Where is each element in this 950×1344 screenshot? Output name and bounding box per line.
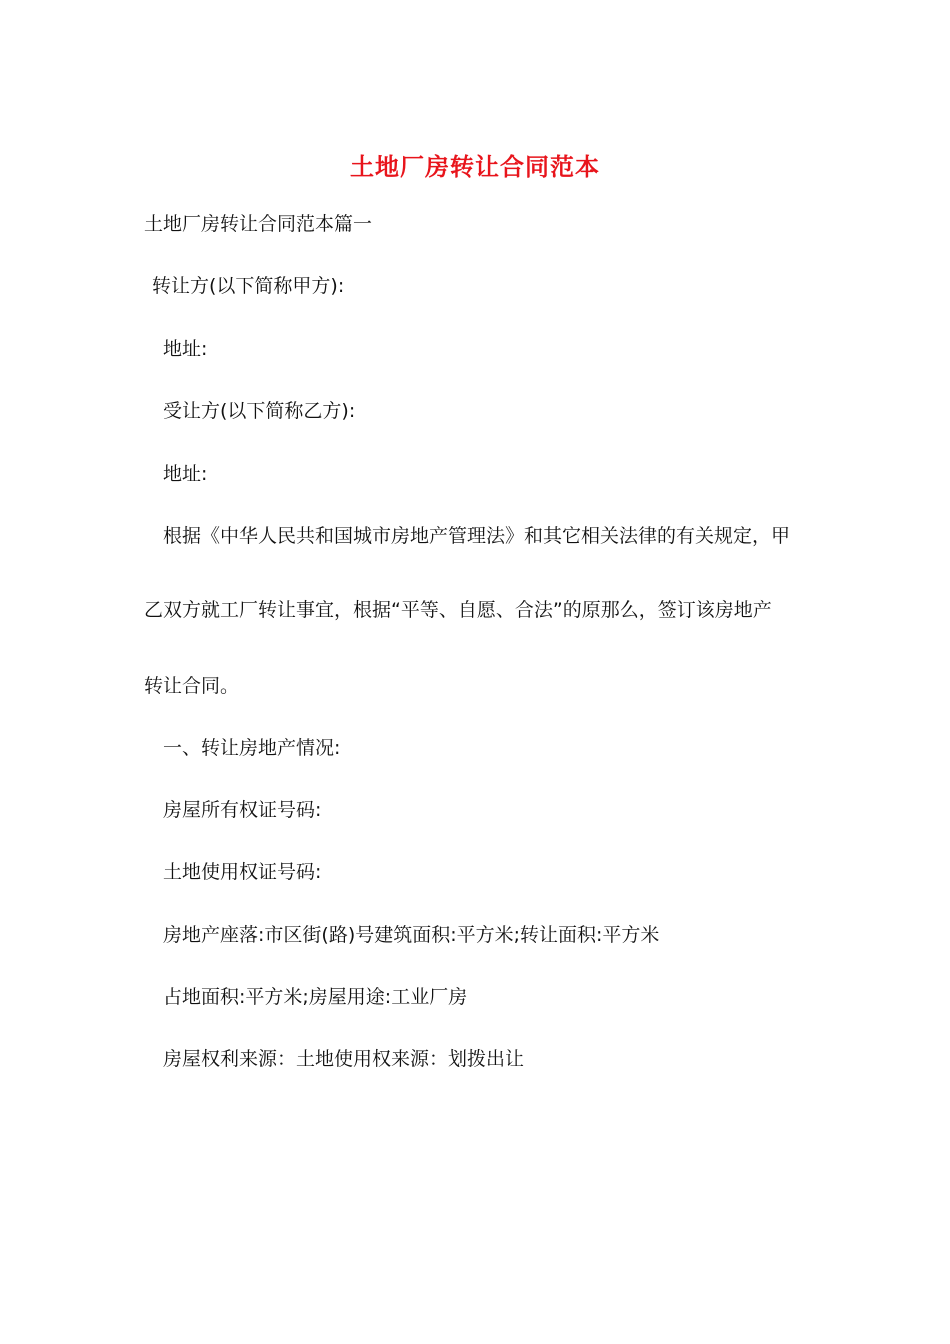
document-title: 土地厂房转让合同范本 [350,152,600,181]
transferor-address: 地址: [163,338,208,360]
basis-paragraph-line-1: 根据《中华人民共和国城市房地产管理法》和其它相关法律的有关规定，甲 [163,525,791,547]
land-certificate-number: 土地使用权证号码: [163,861,322,883]
transferor-line: 转让方(以下简称甲方): [152,275,345,297]
property-location-line: 房地产座落:市区街(路)号建筑面积:平方米;转让面积:平方米 [163,924,660,946]
section-heading: 土地厂房转让合同范本篇一 [144,213,373,235]
rights-source-line: 房屋权利来源：土地使用权来源：划拨出让 [163,1048,525,1070]
article-1-heading: 一、转让房地产情况: [163,737,341,759]
transferee-address: 地址: [163,463,208,485]
basis-paragraph-line-2: 乙双方就工厂转让事宜，根据“平等、自愿、合法”的原那么，签订该房地产 [144,599,772,621]
house-certificate-number: 房屋所有权证号码: [163,799,322,821]
land-area-line: 占地面积:平方米;房屋用途:工业厂房 [163,986,468,1008]
transferee-line: 受让方(以下简称乙方): [163,400,356,422]
basis-paragraph-line-3: 转让合同。 [144,675,240,697]
